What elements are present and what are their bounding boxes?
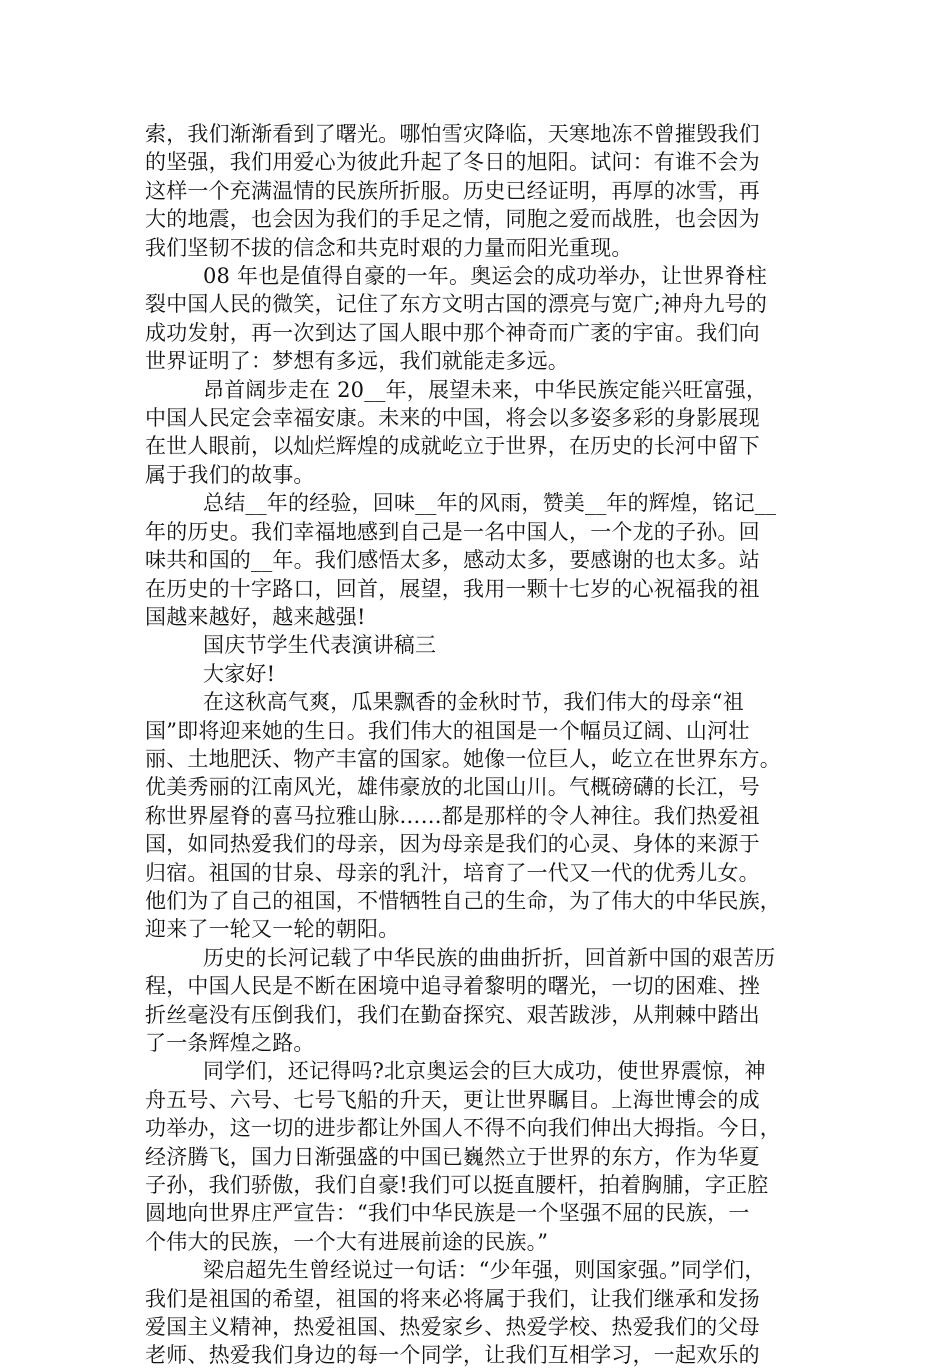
- text-line: 优美秀丽的江南风光，雄伟豪放的北国山川。气概磅礴的长江，号: [145, 775, 760, 800]
- text-line: 昂首阔步走在 20__年，展望未来，中华民族定能兴旺富强，: [203, 377, 768, 402]
- text-line: 丽、土地肥沃、物产丰富的国家。她像一位巨人，屹立在世界东方。: [145, 746, 781, 771]
- text-line: 大的地震，也会因为我们的手足之情，同胞之爱而战胜，也会因为: [145, 207, 760, 232]
- paragraph-greeting: [145, 660, 825, 688]
- text-line: 归宿。祖国的甘泉、母亲的乳汁，培育了一代又一代的优秀儿女。: [145, 860, 760, 885]
- text-line: 个伟大的民族，一个大有进展前途的民族。”: [145, 1229, 549, 1254]
- text-line: 他们为了自己的祖国，不惜牺牲自己的生命，为了伟大的中华民族，: [145, 888, 781, 913]
- text-line: 功举办，这一切的进步都让外国人不得不向我们伸出大拇指。今日，: [145, 1116, 781, 1141]
- text-line: 经济腾飞，国力日渐强盛的中国已巍然立于世界的东方，作为华夏: [145, 1144, 760, 1169]
- text-line: 国，如同热爱我们的母亲，因为母亲是我们的心灵、身体的来源于: [145, 832, 760, 857]
- text-line: 梁启超先生曾经说过一句话：“少年强，则国家强。”同学们，: [203, 1258, 766, 1283]
- text-line: 世界证明了：梦想有多远，我们就能走多远。: [145, 349, 569, 374]
- text-line: 称世界屋脊的喜马拉雅山脉……都是那样的令人神往。我们热爱祖: [145, 803, 760, 828]
- paragraph-8: [145, 1057, 825, 1256]
- text-line: 我们坚韧不拔的信念和共克时艰的力量而阳光重现。: [145, 235, 633, 260]
- text-line: 历史的长河记载了中华民族的曲曲折折，回首新中国的艰苦历: [203, 945, 776, 970]
- text-line: 大家好!: [203, 661, 276, 686]
- text-line: 我们是祖国的希望，祖国的将来必将属于我们，让我们继承和发扬: [145, 1286, 760, 1311]
- text-line: 在历史的十字路口，回首，展望，我用一颗十七岁的心祝福我的祖: [145, 576, 760, 601]
- text-line: 同学们，还记得吗?北京奥运会的巨大成功，使世界震惊，神: [203, 1059, 766, 1084]
- paragraph-4: [145, 489, 825, 631]
- text-line: 中国人民定会幸福安康。未来的中国，将会以多姿多彩的身影展现: [145, 406, 760, 431]
- text-line: 在世人眼前，以灿烂辉煌的成就屹立于世界，在历史的长河中留下: [145, 434, 760, 459]
- heading-text: 国庆节学生代表演讲稿三: [203, 633, 437, 658]
- text-line: 爱国主义精神，热爱祖国、热爱家乡、热爱学校、热爱我们的父母: [145, 1315, 760, 1340]
- paragraph-9: [145, 1256, 825, 1370]
- text-line: 圆地向世界庄严宣告：“我们中华民族是一个坚强不屈的民族，一: [145, 1201, 750, 1226]
- paragraph-3: [145, 376, 825, 490]
- text-line: 味共和国的__年。我们感悟太多，感动太多，要感谢的也太多。站: [145, 548, 760, 573]
- text-line: 属于我们的故事。: [145, 462, 315, 487]
- text-line: 08 年也是值得自豪的一年。奥运会的成功举办，让世界脊柱: [203, 264, 767, 289]
- text-line: 迎来了一轮又一轮的朝阳。: [145, 917, 400, 942]
- text-line: 的坚强，我们用爱心为彼此升起了冬日的旭阳。试问：有谁不会为: [145, 150, 760, 175]
- text-line: 舟五号、六号、七号飞船的升天，更让世界瞩目。上海世博会的成: [145, 1087, 760, 1112]
- text-line: 程，中国人民是不断在困境中追寻着黎明的曙光，一切的困难、挫: [145, 974, 760, 999]
- text-line: 这样一个充满温情的民族所折服。历史已经证明，再厚的冰雪，再: [145, 178, 760, 203]
- text-line: 折丝毫没有压倒我们，我们在勤奋探究、艰苦跋涉，从荆棘中踏出: [145, 1002, 760, 1027]
- text-line: 年的历史。我们幸福地感到自己是一名中国人，一个龙的子孙。回: [145, 519, 760, 544]
- paragraph-2: [145, 262, 825, 376]
- text-line: 裂中国人民的微笑，记住了东方文明古国的漂亮与宽广;神舟九号的: [145, 292, 768, 317]
- paragraph-7: [145, 944, 825, 1058]
- text-line: 老师、热爱我们身边的每一个同学，让我们互相学习，一起欢乐的: [145, 1343, 760, 1368]
- text-line: 国”即将迎来她的生日。我们伟大的祖国是一个幅员辽阔、山河壮: [145, 718, 750, 743]
- text-line: 总结__年的经验，回味__年的风雨，赞美__年的辉煌，铭记__: [203, 491, 777, 516]
- paragraph-1: [145, 120, 825, 262]
- paragraph-6: [145, 688, 825, 944]
- document-body: [145, 120, 825, 1370]
- text-line: 子孙，我们骄傲，我们自豪!我们可以挺直腰杆，拍着胸脯，字正腔: [145, 1173, 769, 1198]
- text-line: 索，我们渐渐看到了曙光。哪怕雪灾降临，天寒地冻不曾摧毁我们: [145, 122, 760, 146]
- text-line: 国越来越好，越来越强!: [145, 604, 366, 629]
- text-line: 在这秋高气爽，瓜果飘香的金秋时节，我们伟大的母亲“祖: [203, 690, 744, 715]
- text-line: 了一条辉煌之路。: [145, 1031, 315, 1055]
- text-line: 成功发射，再一次到达了国人眼中那个神奇而广袤的宇宙。我们向: [145, 320, 760, 345]
- section-heading: [145, 631, 825, 659]
